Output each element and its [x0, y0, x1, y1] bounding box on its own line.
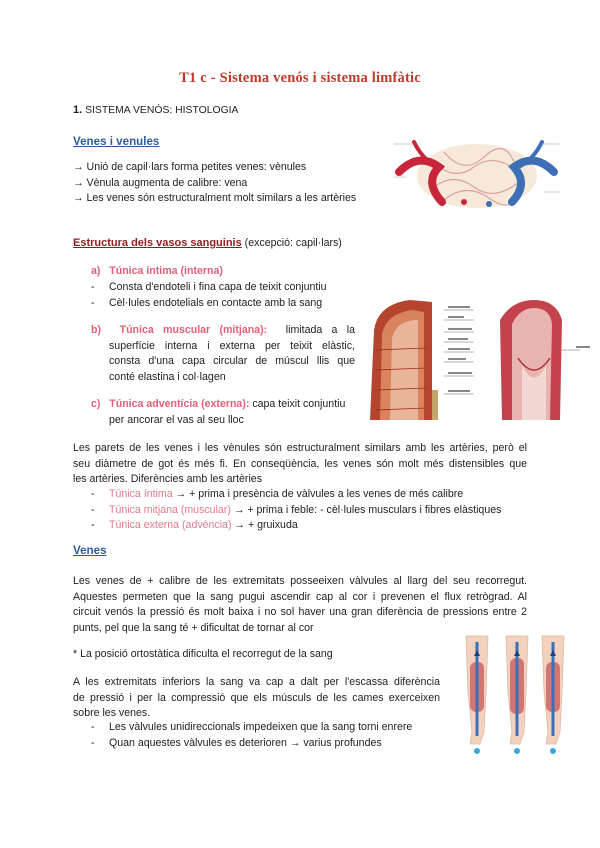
- estructura-note: (excepció: capil·lars): [241, 237, 342, 249]
- text-line: Aquestes permeten que la sang pugui ascendir cap al cor i prevenen el flux retrògrad. Al: [73, 590, 527, 603]
- item-title: Túnica adventícia (externa):: [109, 398, 250, 410]
- section-label: SISTEMA VENÓS: HISTOLOGIA: [85, 105, 239, 116]
- tunica-intima-label: [91, 265, 223, 277]
- text-line: circuit venós la pressió és molt baixa i no sol haver una gran diferència de pressions entre 2: [73, 606, 527, 618]
- list-item: - Túnica mitjana (muscular) → + prima i feble: - cèl·lules musculars i fibres elàstiques: [91, 503, 502, 516]
- text-line: Les venes de + calibre de les extremitats posseeixen vàlvules al llarg del seu recorregut.: [73, 575, 527, 587]
- venes-heading: Venes: [73, 544, 107, 557]
- valvules-list: [91, 720, 412, 751]
- tunica-intima-list: [91, 280, 327, 311]
- text: capa teixit conjuntiu: [249, 398, 346, 410]
- text-line: superfície interna i externa per teixit elàstic,: [109, 339, 355, 352]
- text-line: per ancorar el vas al seu lloc: [109, 413, 244, 426]
- leg-veins-illustration: [444, 632, 576, 756]
- vessel-wall-illustration: [362, 290, 594, 430]
- venes-venules-heading: Venes i venules: [73, 135, 160, 148]
- text-line: seu diàmetre de got és més fi. En conseqüència, les venes són molt més distensibles que: [73, 457, 527, 470]
- section-number: 1.: [73, 104, 83, 116]
- list-item: - Consta d'endoteli i fina capa de teixit conjuntiu: [91, 281, 327, 293]
- text-line: Les parets de les venes i les vènules són estructuralment similars amb les artèries, però el: [73, 442, 527, 454]
- ortostatica-note: * La posició ortostàtica dificulta el recorregut de la sang: [73, 648, 333, 660]
- list-item: - Les vàlvules unidireccionals impedeixen que la sang torni enrere: [91, 721, 413, 733]
- list-item: - Túnica íntima → + prima i presència de vàlvules a les venes de més calibre: [91, 488, 464, 500]
- venes-paragraph: [73, 574, 527, 636]
- text-line: A les extremitats inferiors la sang va cap a dalt per l'escassa diferència: [73, 676, 440, 688]
- item-text: → + prima i presència de vàlvules a les venes de més calibre: [172, 488, 464, 500]
- item-label: Túnica externa (advència): [109, 519, 232, 531]
- text-line: [91, 323, 355, 339]
- list-item: → Les venes són estructuralment molt similars a les artèries: [73, 192, 357, 204]
- list-item-text: Consta d'endoteli i fina capa de teixit conjuntiu: [109, 281, 327, 293]
- list-item-text: Cèl·lules endotelials en contacte amb la sang: [109, 296, 323, 309]
- text-line: punts, pel que la sang té + dificultat de tornar al cor: [73, 621, 314, 634]
- item-label: Túnica mitjana (muscular): [109, 503, 231, 516]
- item-letter: c): [91, 398, 101, 410]
- text-line: consta d'una capa circular de múscul llis que: [109, 355, 355, 367]
- venes-venules-list: [73, 160, 356, 207]
- list-item-text: Quan aquestes vàlvules es deterioren → varius profundes: [109, 736, 382, 749]
- capillary-bed-illustration: [394, 132, 560, 214]
- item-title: Túnica muscular (mitjana):: [119, 324, 268, 336]
- estructura-heading: Estructura dels vasos sanguinis: [73, 237, 242, 249]
- list-item: - Cèl·lules endotelials en contacte amb la sang: [91, 296, 323, 309]
- extremitats-paragraph: [73, 675, 440, 722]
- list-item: → Vènula augmenta de calibre: vena: [73, 176, 248, 189]
- text-line: de pressió i per la compressió que els músculs de les cames exerceixen: [73, 691, 440, 704]
- list-item: - Túnica externa (advència) → + gruixuda: [91, 519, 298, 531]
- page-title: T1 c - Sistema venós i sistema limfàtic: [179, 70, 421, 86]
- tunica-adventicia-block: [91, 397, 345, 428]
- text-line: [91, 397, 345, 413]
- diferencies-list: [91, 487, 501, 534]
- parets-paragraph: [73, 441, 527, 488]
- item-label: Túnica íntima: [109, 488, 173, 500]
- item-text: → + gruixuda: [231, 519, 298, 531]
- item-letter: a): [91, 265, 101, 277]
- item-title: Túnica íntima (interna): [109, 265, 223, 277]
- list-item: → Unió de capil·lars forma petites venes: vènules: [73, 161, 307, 173]
- section-heading: [73, 104, 238, 116]
- item-letter: b): [91, 324, 101, 336]
- text-line: les artèries. Diferències amb les artèries: [73, 473, 262, 485]
- list-item-text: Les vàlvules unidireccionals impedeixen que la sang torni enrere: [109, 721, 413, 733]
- tunica-muscular-block: [91, 323, 355, 385]
- text: limitada a la: [285, 324, 355, 336]
- list-item: - Quan aquestes vàlvules es deterioren → varius profundes: [91, 736, 382, 749]
- text-line: conté elastina i col·lagen: [109, 370, 226, 383]
- text-line: sobre les venes.: [73, 707, 151, 719]
- estructura-heading-line: [73, 237, 342, 249]
- item-text: → + prima i feble: - cèl·lules musculars i fibres elàstiques: [230, 503, 502, 516]
